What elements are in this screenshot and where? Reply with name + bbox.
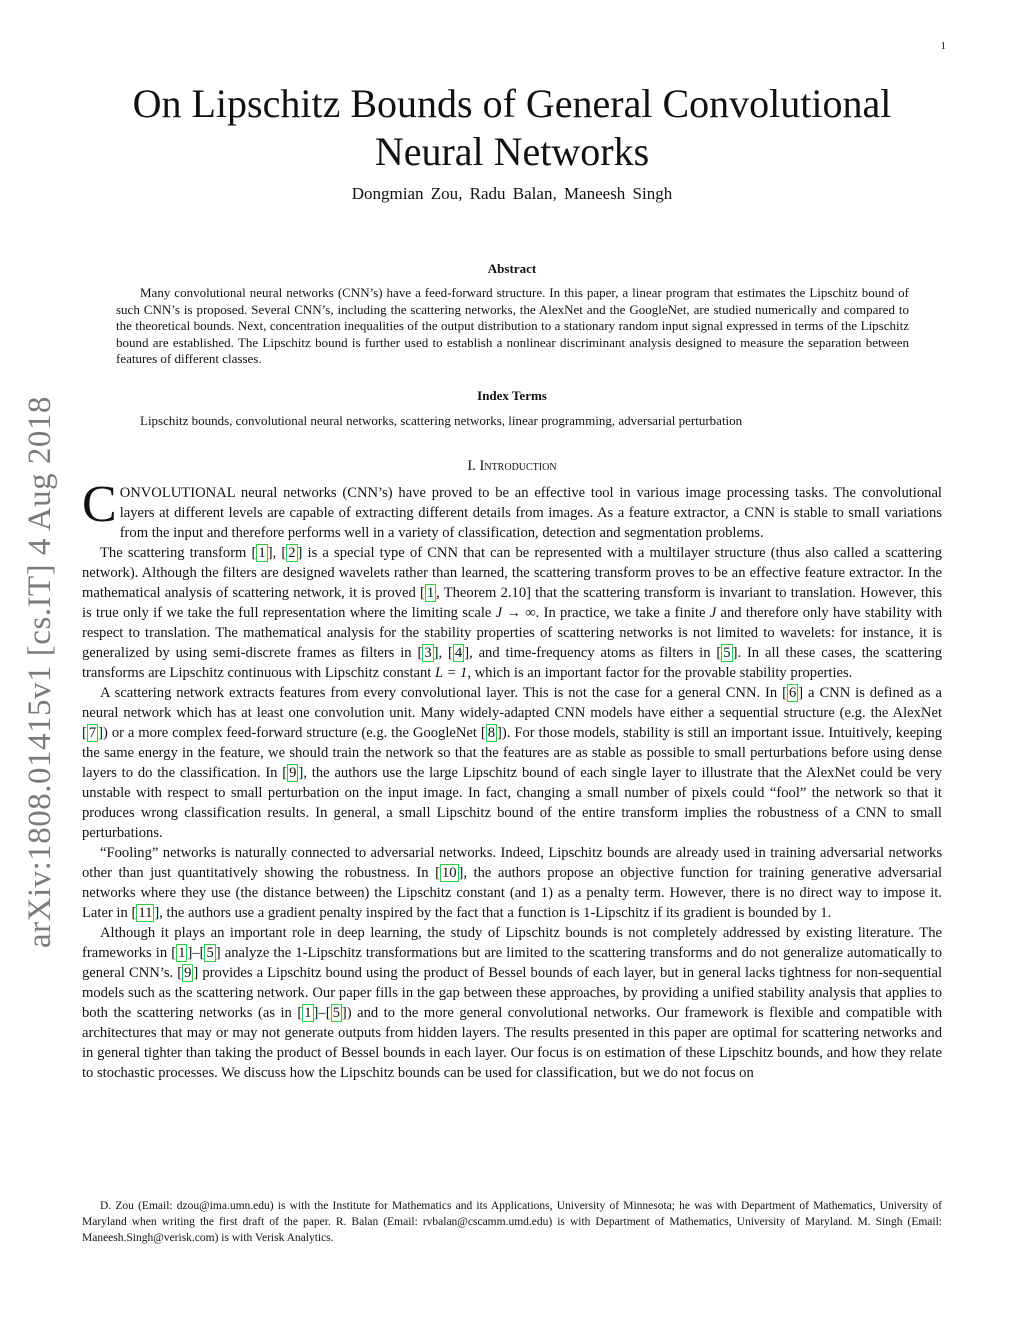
citation-link[interactable]: 8 bbox=[487, 725, 496, 741]
arxiv-stamp: arXiv:1808.01415v1 [cs.IT] 4 Aug 2018 bbox=[22, 396, 58, 948]
body-text bbox=[82, 476, 943, 1083]
paragraph-2: The scattering transform [ 1 ], [ 2 ] is a special type of CNN that can be represented with a multilayer structure (thus also called a scattering network). Although the filters are designed wavelets rather than learned, the scattering transform proves to be an effective feature extractor. In the mathematical analysis of scattering network, it is proved [ 1 , Theorem 2.10] that the scattering transform is invariant to translation. However, this is true only if we take the full representation where the limiting scale J → ∞. In practice, we take a finite J and therefore only have stability with respect to translation. The mathematical analysis for the stability properties of scattering networks is not limited to wavelets: for instance, it is generalized by using semi-discrete frames as filters in [ 3 ], [ 4 ], and time-frequency atoms as filters in [ 5 ]. In all these cases, the scattering transforms are Lipschitz continuous with Lipschitz constant L = 1, which is an important factor for the provable stability properties. bbox=[82, 545, 943, 681]
citation-link[interactable]: 3 bbox=[424, 645, 432, 661]
paper-title bbox=[82, 80, 942, 176]
citation-link[interactable]: 1 bbox=[258, 545, 266, 561]
citation-link[interactable]: 9 bbox=[184, 965, 192, 981]
abstract-text: Many convolutional neural networks (CNN’s) have a feed-forward structure. In this paper, a linear program that estimates the Lipschitz bound of such CNN’s is proposed. Several CNN’s, including the scattering networks, the AlexNet and the GoogleNet, are studied numerically and compared to the theoretical bounds. Next, concentration inequalities of the output distribution to a stationary random input signal expressed in terms of the Lipschitz bound are established. The Lipschitz bound is further used to establish a nonlinear discriminant analysis designed to measure the separation between features of different classes. bbox=[116, 285, 909, 366]
math-expression: L = 1 bbox=[435, 665, 468, 681]
page-number: 1 bbox=[940, 40, 946, 52]
paragraph-4: “Fooling” networks is naturally connected to adversarial networks. Indeed, Lipschitz bounds are already used in training adversarial networks other than just quantitatively showing the robustness. In [ 10 ], the authors propose an objective function for training generative adversarial networks where they use (the distance between) the Lipschitz constant (and 1) as a penalty term. However, there is no direct way to impose it. Later in [ 11 ], the authors use a gradient penalty inspired by the fact that a function is 1-Lipschitz if its gradient is bounded by 1. bbox=[82, 845, 943, 921]
drop-cap: C bbox=[82, 476, 117, 533]
citation-link[interactable]: 11 bbox=[138, 905, 153, 921]
math-expression: J bbox=[709, 605, 717, 621]
citation-link[interactable]: 5 bbox=[723, 645, 731, 661]
citation-link[interactable]: 9 bbox=[289, 765, 297, 781]
abstract-heading: Abstract bbox=[487, 261, 537, 276]
paragraph-5: Although it plays an important role in deep learning, the study of Lipschitz bounds is not completely addressed by existing literature. The frameworks in [ 1 ]–[ 5 ] analyze the 1-Lipschitz transformations but are limited to the scattering transforms and do not generalize automatically to general CNN’s. [ 9 ] provides a Lipschitz bound using the product of Bessel bounds of each layer, but in general lacks tightness for non-sequential models such as the scattering network. Our paper fills in the gap between these approaches, by providing a unified stability analysis that applies to both the scattering networks (as in [ 1 ]–[ 5 ]) and to the more general convolutional networks. Our framework is flexible and compatible with architectures that may or may not generate outputs from hidden layers. The results presented in this paper are optimal for scattering networks and in general tighter than taking the product of Bessel bounds in each layer. Our focus is on estimation of these Lipschitz bounds, and how they relate to stochastic processes. We discuss how the Lipschitz bounds can be used for classification, but we do not focus on bbox=[82, 925, 942, 1081]
title-line-1: On Lipschitz Bounds of General Convolutional bbox=[132, 81, 892, 126]
index-terms-heading: Index Terms bbox=[477, 388, 547, 403]
citation-link[interactable]: 2 bbox=[288, 545, 296, 561]
section-title: Introduction bbox=[479, 458, 557, 474]
citation-link[interactable]: 1 bbox=[426, 585, 435, 601]
citation-link[interactable]: 4 bbox=[454, 645, 463, 661]
citation-link[interactable]: 10 bbox=[441, 865, 457, 881]
paragraph-1: CONVOLUTIONAL neural networks (CNN’s) have proved to be an effective tool in various image processing tasks. The convolutional layers at different levels are capable of extracting different details from images. As a feature extractor, a CNN is stable to small variations from the input and therefore performs well in a variety of classification, detection and segmentation problems. bbox=[82, 476, 942, 541]
paragraph-3: A scattering network extracts features from every convolutional layer. This is not the case for a general CNN. In [ 6 ] a CNN is defined as a neural network which has at least one convolution unit. Many widely-adapted CNN models have either a sequential structure (e.g. the AlexNet [ 7 ]) or a more complex feed-forward structure (e.g. the GoogleNet [ 8 ]). For those models, stability is still an important issue. Intuitively, keeping the same energy in the feature, we should train the network so that the features are as stable as possible to small perturbations before using dense layers to do the classification. In [ 9 ], the authors use the large Lipschitz bound of each single layer to illustrate that the AlexNet could be very unstable with respect to small perturbation on the input image. In fact, changing a small number of pixels could “fool” the network so that it produces wrong classification results. In general, a small Lipschitz bound of the entire transform implies the robustness of a CNN to small perturbations. bbox=[82, 685, 942, 841]
section-heading bbox=[82, 458, 942, 475]
citation-link[interactable]: 1 bbox=[178, 945, 186, 961]
math-expression: J → ∞ bbox=[495, 605, 536, 621]
author-footnote: D. Zou (Email: dzou@ima.umn.edu) is with the Institute for Mathematics and its Applications, University of Minnesota; he was with Department of Mathematics, University of Maryland when writing the first draft of the paper. R. Balan (Email: rvbalan@cscamm.umd.edu) is with Department of Mathematics, University of Maryland. M. Singh (Email: Maneesh.Singh@verisk.com) is with Verisk Analytics. bbox=[82, 1200, 942, 1244]
citation-link[interactable]: 5 bbox=[332, 1005, 340, 1021]
citation-link[interactable]: 1 bbox=[304, 1005, 312, 1021]
author-list: Dongmian Zou, Radu Balan, Maneesh Singh bbox=[351, 184, 673, 203]
title-line-2: Neural Networks bbox=[374, 129, 650, 174]
citation-link[interactable]: 7 bbox=[88, 725, 97, 741]
index-terms-text: Lipschitz bounds, convolutional neural networks, scattering networks, linear programming, adversarial perturbation bbox=[140, 413, 743, 428]
citation-link[interactable]: 5 bbox=[206, 945, 214, 961]
section-number: I. bbox=[467, 458, 476, 474]
citation-link[interactable]: 6 bbox=[788, 685, 797, 701]
